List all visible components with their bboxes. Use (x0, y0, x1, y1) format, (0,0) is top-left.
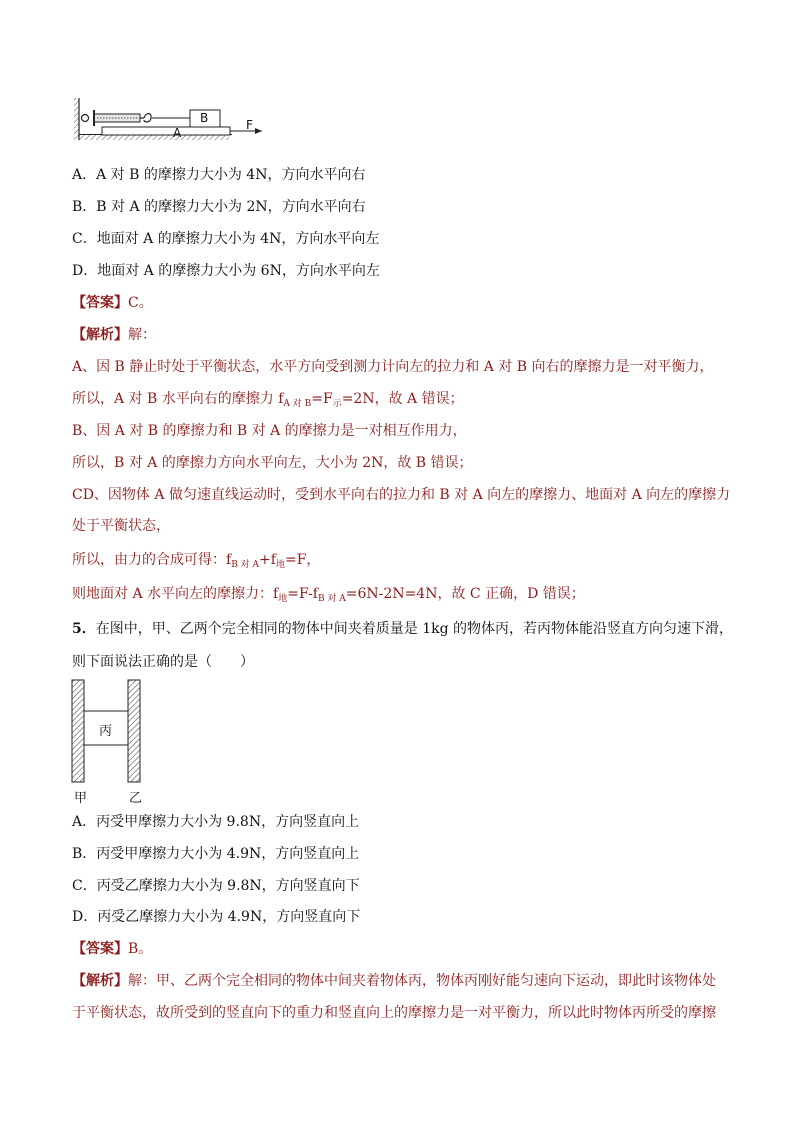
text: =F (311, 391, 333, 407)
q4-analysis-line8 (72, 584, 585, 609)
q4-option-b: B．B 对 A 的摩擦力大小为 2N，方向水平向右 (72, 199, 366, 215)
analysis-intro: 解： (128, 327, 156, 343)
figure2-label-yi: 乙 (129, 791, 143, 806)
q4-analysis-header (72, 325, 156, 345)
text: =F-f (287, 586, 318, 602)
scale-ring (82, 115, 89, 122)
figure1-label-b: B (200, 111, 209, 125)
text: 则地面对 A 水平向左的摩擦力：f (72, 586, 279, 602)
question-number: 5． (72, 621, 96, 637)
answer-value: B。 (128, 941, 153, 957)
question-text: 在图中，甲、乙两个完全相同的物体中间夹着质量是 1kg 的物体丙，若丙物体能沿竖直方向匀速下滑， (95, 621, 734, 637)
text: =F， (284, 552, 321, 568)
text: =6N-2N=4N，故 C 正确，D 错误； (345, 586, 585, 602)
figure1-label-a: A (173, 126, 182, 140)
q5-analysis-line1 (72, 971, 716, 991)
subscript: 地 (278, 594, 288, 604)
q5-option-c: C．丙受乙摩擦力大小为 9.8N，方向竖直向下 (72, 878, 360, 894)
subscript: A 对 B (283, 399, 312, 409)
q4-analysis-line4: 所以，B 对 A 的摩擦力方向水平向左，大小为 2N，故 B 错误； (72, 455, 473, 471)
analysis-label: 【解析】 (72, 327, 128, 343)
figure2-label-bing: 丙 (99, 724, 113, 739)
q4-analysis-line6: 处于平衡状态， (72, 518, 170, 534)
q5-answer (72, 939, 152, 959)
q5-stem-line2: 则下面说法正确的是（ ） (72, 654, 254, 670)
plate-jia (72, 680, 84, 782)
analysis-label: 【解析】 (72, 973, 128, 989)
q4-analysis-line7 (72, 550, 320, 575)
q5-option-a: A．丙受甲摩擦力大小为 9.8N，方向竖直向上 (72, 814, 360, 830)
subscript: B 对 A (231, 560, 260, 570)
q4-analysis-line5: CD、因物体 A 做匀速直线运动时，受到水平向右的拉力和 B 对 A 向左的摩擦力、地面对 A 向左的摩擦力 (72, 487, 731, 503)
q4-analysis-line2 (72, 389, 464, 414)
q5-analysis-line2: 于平衡状态，故所受到的竖直向下的重力和竖直向上的摩擦力是一对平衡力，所以此时物体丙所受的摩擦 (72, 1005, 716, 1021)
q4-analysis-line1: A、因 B 静止时处于平衡状态，水平方向受到测力计向左的拉力和 A 对 B 向右的摩擦力是一对平衡力， (72, 359, 714, 375)
q5-option-b: B．丙受甲摩擦力大小为 4.9N，方向竖直向上 (72, 846, 360, 862)
text: 所以，A 对 B 水平向右的摩擦力 f (72, 391, 284, 407)
answer-value: C。 (128, 295, 153, 311)
scale-hook (140, 114, 151, 123)
q4-analysis-line3: B、因 A 对 B 的摩擦力和 B 对 A 的摩擦力是一对相互作用力， (72, 423, 467, 439)
q4-option-d: D．地面对 A 的摩擦力大小为 6N，方向水平向左 (72, 263, 380, 279)
answer-label: 【答案】 (72, 941, 128, 957)
answer-label: 【答案】 (72, 295, 128, 311)
q5-option-d: D．丙受乙摩擦力大小为 4.9N，方向竖直向下 (72, 909, 361, 925)
wall (74, 98, 79, 140)
plate-yi (128, 680, 140, 782)
q4-answer (72, 293, 153, 313)
text: 所以，由力的合成可得：f (72, 552, 232, 568)
figure1-label-f: F (246, 118, 253, 132)
subscript: B 对 A (317, 594, 346, 604)
q4-option-c: C．地面对 A 的摩擦力大小为 4N，方向水平向左 (72, 231, 380, 247)
board-a (102, 127, 230, 135)
text: =2N，故 A 错误； (341, 391, 464, 407)
analysis-text: 解：甲、乙两个完全相同的物体中间夹着物体丙，物体丙刚好能匀速向下运动，即此时该物体处 (128, 973, 716, 989)
text: +f (259, 552, 276, 568)
figure-spring-block (72, 96, 272, 142)
subscript: 地 (275, 560, 285, 570)
q5-stem-line1 (72, 619, 733, 639)
figure2-label-jia: 甲 (74, 791, 88, 806)
q4-option-a: A．A 对 B 的摩擦力大小为 4N，方向水平向右 (72, 167, 366, 183)
ground (79, 135, 229, 140)
subscript: 示 (332, 399, 342, 409)
